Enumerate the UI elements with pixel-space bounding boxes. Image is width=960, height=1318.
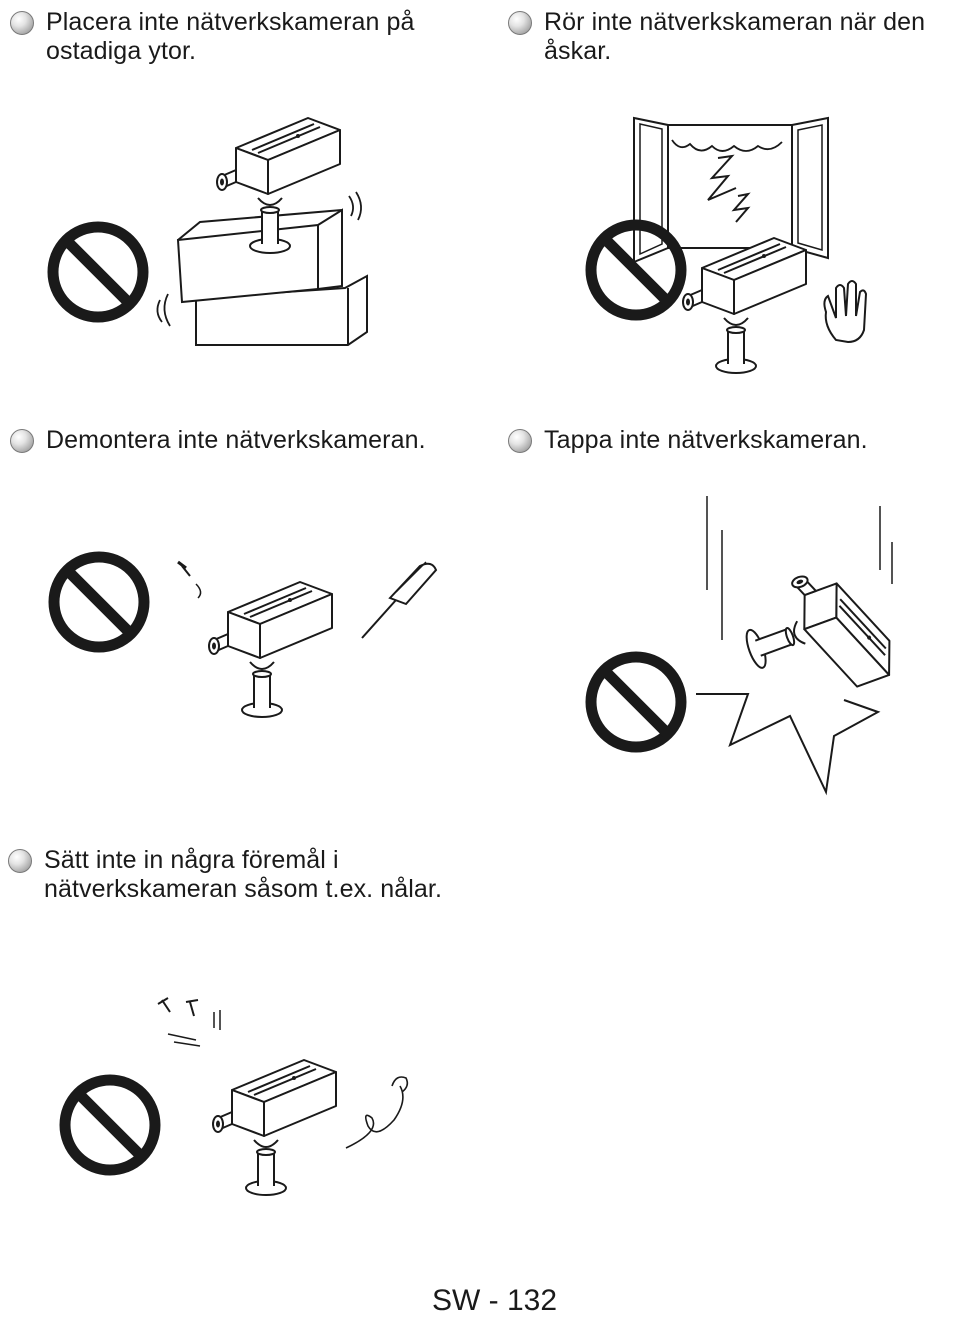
warning-3-text: Demontera inte nätverkskameran. [46, 426, 426, 454]
unstable-surface-illustration [53, 118, 367, 345]
warning-1-text: Placera inte nätverkskameran på ostadiga ytor. [46, 8, 415, 65]
warning-4-text: Tappa inte nätverkskameran. [544, 426, 868, 454]
page-number: SW - 132 [432, 1284, 558, 1317]
warning-5-text: Sätt inte in några föremål i nätverkskameran såsom t.ex. nålar. [44, 846, 443, 903]
dropping-illustration [591, 496, 900, 792]
foreign-objects-illustration [65, 998, 407, 1195]
disassembly-illustration [54, 557, 436, 717]
warning-2-text: Rör inte nätverkskameran när den åskar. [544, 8, 926, 65]
thunderstorm-illustration [591, 118, 866, 373]
